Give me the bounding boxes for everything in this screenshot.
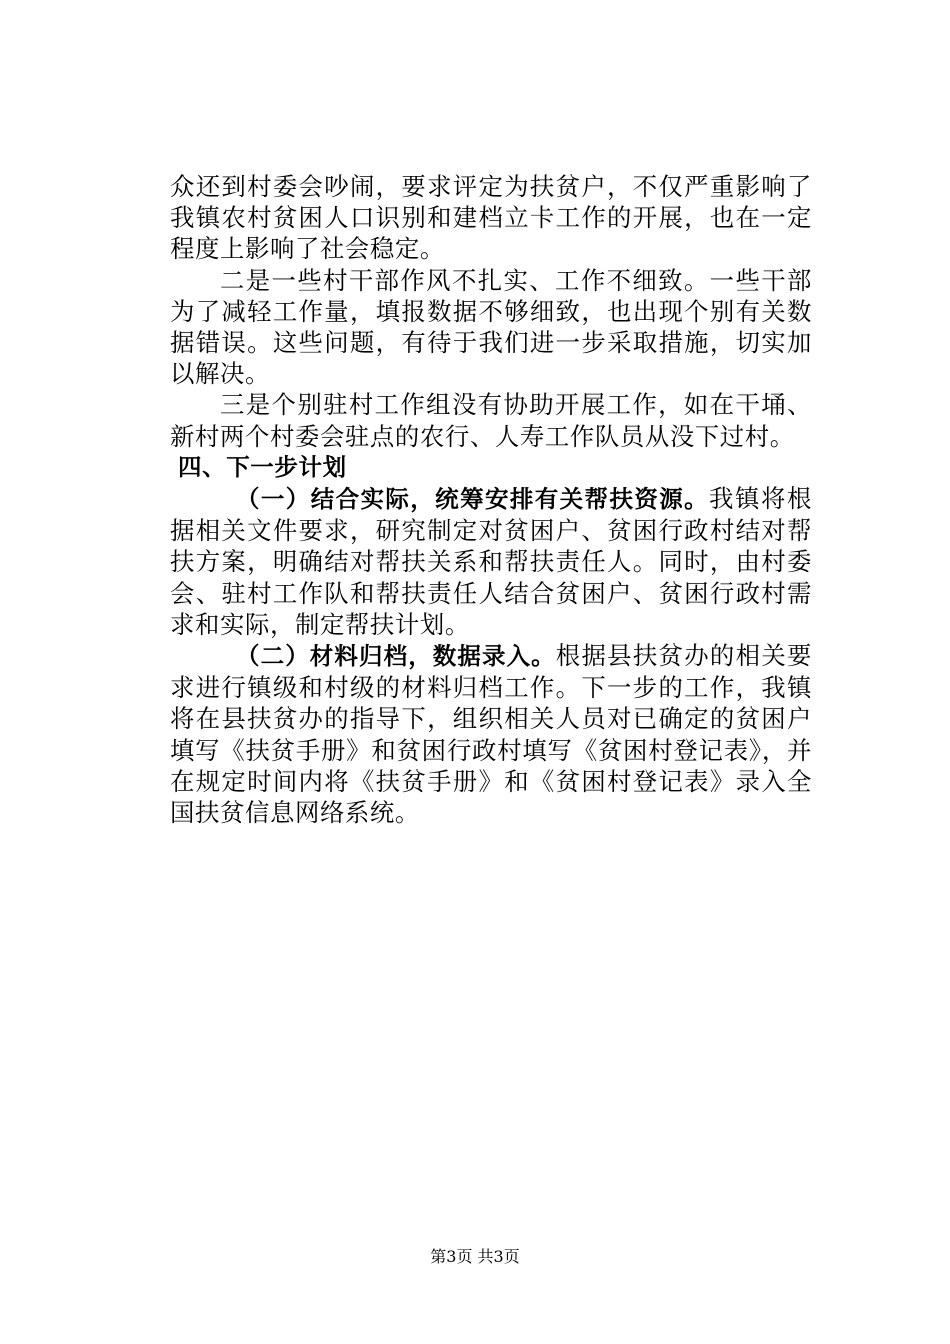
paragraph-continued: 众还到村委会吵闹，要求评定为扶贫户，不仅严重影响了我镇农村贫困人口识别和建档立卡工作的开展，也在一定程度上影响了社会稳定。 xyxy=(170,172,812,264)
paragraph-plan-two xyxy=(170,640,812,828)
page-footer: 第3页 共3页 xyxy=(430,1247,520,1266)
plan-one-body: 我镇将根据相关文件要求，研究制定对贫困户、贫困行政村结对帮扶方案，明确结对帮扶关系和帮扶责任人。同时，由村委会、驻村工作队和帮扶责任人结合贫困户、贫困行政村需求和实际，制定帮扶计划。 xyxy=(170,484,812,639)
paragraph-plan-one xyxy=(170,483,812,640)
paragraph-problem-three: 三是个别驻村工作组没有协助开展工作，如在干埇、新村两个村委会驻点的农行、人寿工作队员从没下过村。 xyxy=(170,390,812,451)
plan-one-lead: （一）结合实际，统筹安排有关帮扶资源。 xyxy=(236,485,710,514)
document-body xyxy=(170,171,812,828)
plan-two-lead: （二）材料归档，数据录入。 xyxy=(236,642,556,671)
paragraph-problem-two: 二是一些村干部作风不扎实、工作不细致。一些干部为了减轻工作量，填报数据不够细致，也出现个别有关数据错误。这些问题，有待于我们进一步采取措施，切实加以解决。 xyxy=(170,265,812,389)
section-heading-next-steps: 四、下一步计划 xyxy=(178,452,347,481)
plan-two-body: 根据县扶贫办的相关要求进行镇级和村级的材料归档工作。下一步的工作，我镇将在县扶贫办的指导下，组织相关人员对已确定的贫困户填写《扶贫手册》和贫困行政村填写《贫困村登记表》，并在规定时间内将《扶贫手册》和《贫困村登记表》录入全国扶贫信息网络系统。 xyxy=(170,641,812,828)
